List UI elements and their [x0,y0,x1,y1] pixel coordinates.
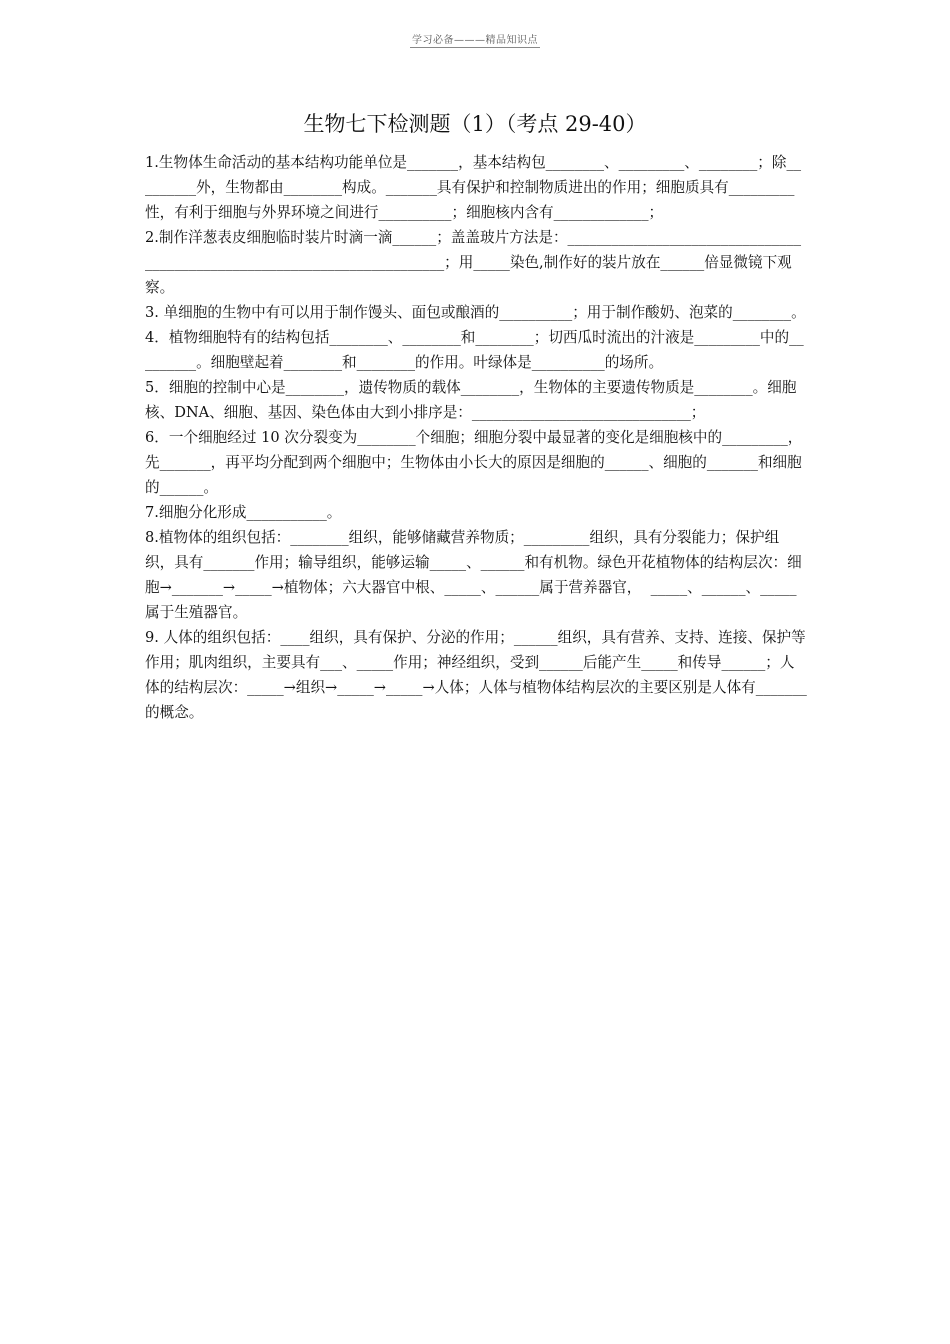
page-header [0,31,950,46]
question-8: 8.植物体的组织包括：________组织，能够储藏营养物质；_________组织，具有分裂能力；保护组织，具有_______作用；输导组织，能够运输_____、______和有机物。绿色开花植物体的结构层次：细胞→_______→_____→植物体；六大器官中根、_____、______属于营养器官， _____、______、_____属于生殖器官。 [145,529,802,621]
question-4: 4．植物细胞特有的结构包括________、________和________；切西瓜时流出的汁液是_________中的_________。细胞壁起着________和________的作用。叶绿体是__________的场所。 [145,329,804,371]
question-6: 6．一个细胞经过 10 次分裂变为________个细胞；细胞分裂中最显著的变化是细胞核中的_________，先_______，再平均分配到两个细胞中；生物体由小长大的原因是细胞的______、细胞的_______和细胞的______。 [145,429,803,496]
question-9: 9. 人体的组织包括：____组织，具有保护、分泌的作用；______组织，具有营养、支持、连接、保护等作用；肌肉组织，主要具有___、_____作用；神经组织，受到______后能产生_____和传导______；人体的结构层次：_____→组织→_____→_____→人体；人体与植物体结构层次的主要区别是人体有_______的概念。 [145,629,807,721]
question-7: 7.细胞分化形成___________。 [145,504,342,521]
header-text: 学习必备———精品知识点 [412,35,538,46]
question-1: 1.生物体生命活动的基本结构功能单位是_______，基本结构包________、_________、________；除_________外，生物都由________构成。_______具有保护和控制物质进出的作用；细胞质具有_________性，有利于细胞与外界环境之间进行__________；细胞核内含有_____________； [145,154,802,221]
questions-list [145,150,807,725]
question-2: 2.制作洋葱表皮细胞临时装片时滴一滴______；盖盖玻片方法是：_________________________________________________________________________；用_____染色,制作好的装片放在______倍显微镜下观察。 [145,229,802,296]
question-5: 5．细胞的控制中心是________，遗传物质的载体________，生物体的主要遗传物质是________。细胞核、DNA、细胞、基因、染色体由大到小排序是：______________________________； [145,379,797,421]
page-title: 生物七下检测题（1）（考点 29-40） [303,112,647,136]
question-3: 3. 单细胞的生物中有可以用于制作馒头、面包或酿酒的__________；用于制作酸奶、泡菜的________。 [145,304,806,321]
